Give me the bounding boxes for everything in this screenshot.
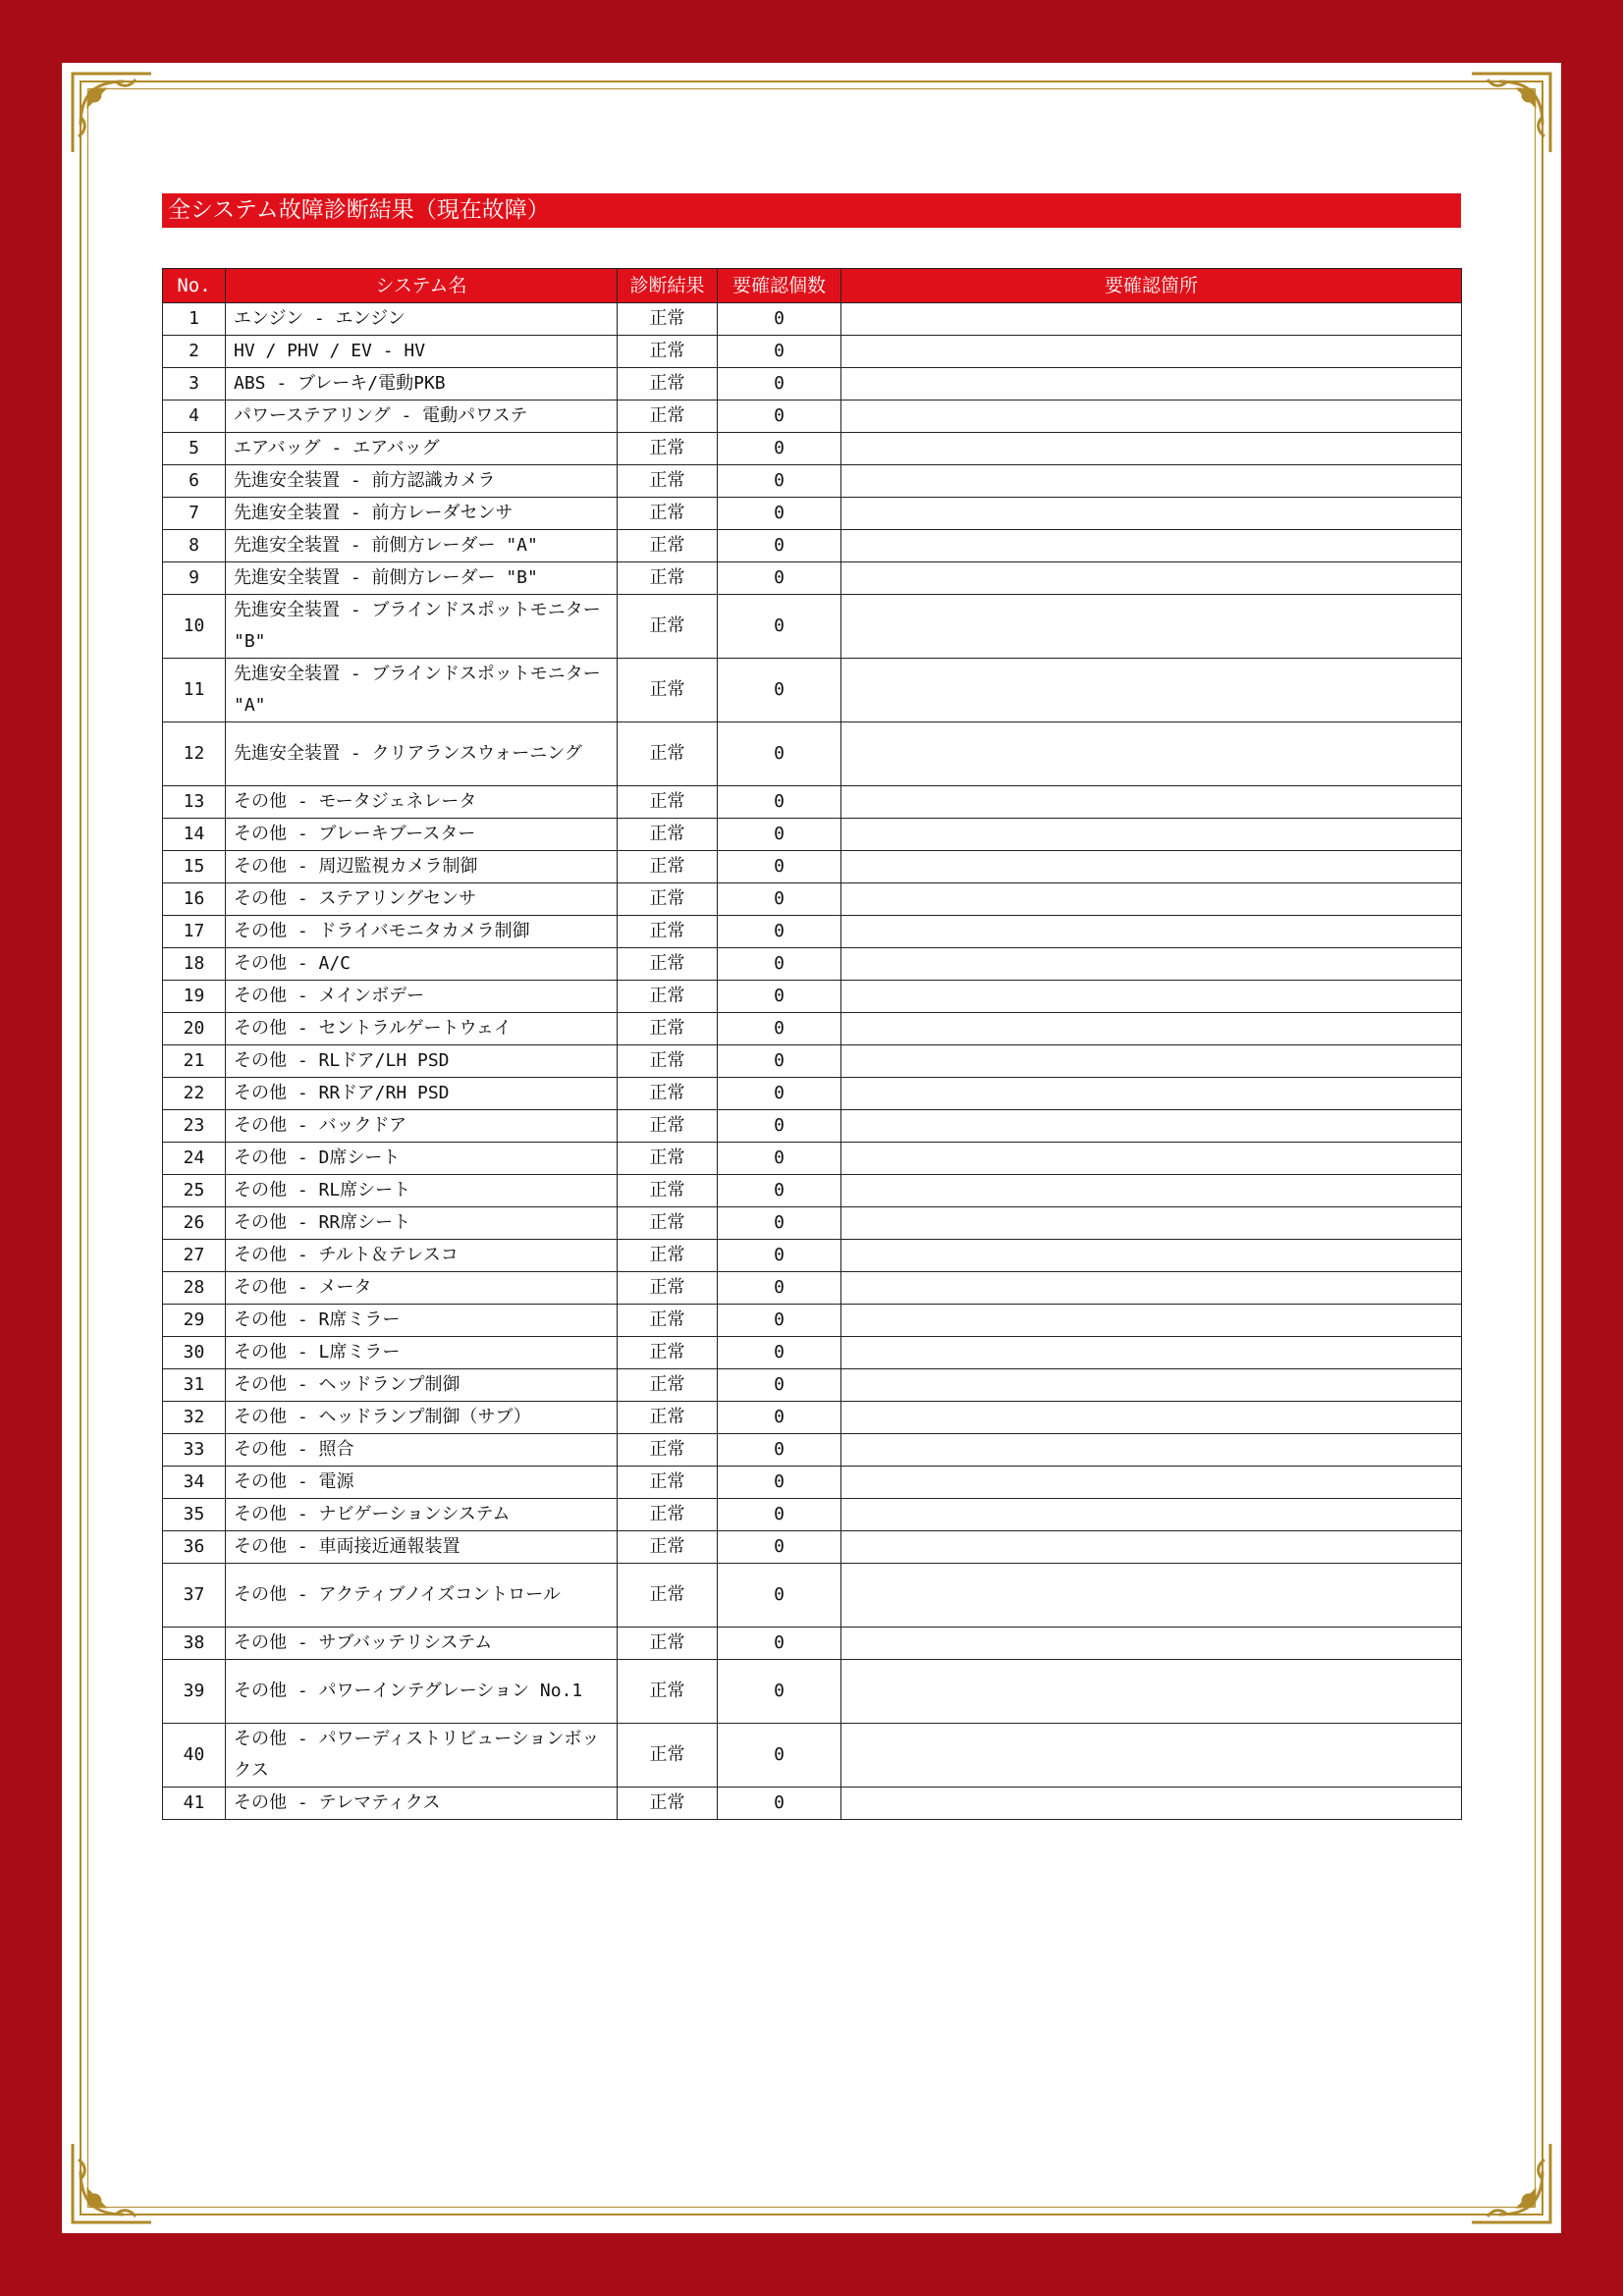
row-number: 34	[163, 1467, 226, 1499]
corner-ornament-icon	[65, 2136, 159, 2230]
system-name: その他 - ナビゲーションシステム	[226, 1499, 618, 1531]
row-number: 13	[163, 786, 226, 819]
row-number: 5	[163, 433, 226, 465]
row-number: 35	[163, 1499, 226, 1531]
check-count: 0	[718, 948, 841, 981]
check-location	[841, 1013, 1462, 1045]
diagnosis-result: 正常	[618, 562, 718, 595]
table-row	[163, 400, 1462, 433]
table-row	[163, 530, 1462, 562]
check-location	[841, 595, 1462, 659]
system-name: その他 - ステアリングセンサ	[226, 883, 618, 916]
diagnosis-result: 正常	[618, 1564, 718, 1628]
table-row	[163, 336, 1462, 368]
diagnosis-result: 正常	[618, 368, 718, 400]
check-count: 0	[718, 595, 841, 659]
row-number: 22	[163, 1078, 226, 1110]
diagnosis-result: 正常	[618, 1175, 718, 1207]
row-number: 38	[163, 1628, 226, 1660]
check-location	[841, 530, 1462, 562]
row-number: 31	[163, 1369, 226, 1402]
corner-ornament-icon	[1464, 2136, 1558, 2230]
check-count: 0	[718, 1628, 841, 1660]
system-name: 先進安全装置 - ブラインドスポットモニター "B"	[226, 595, 618, 659]
check-location	[841, 1369, 1462, 1402]
diagnosis-result: 正常	[618, 948, 718, 981]
row-number: 19	[163, 981, 226, 1013]
row-number: 39	[163, 1660, 226, 1724]
table-row	[163, 1564, 1462, 1628]
system-name: その他 - 周辺監視カメラ制御	[226, 851, 618, 883]
system-name: 先進安全装置 - ブラインドスポットモニター "A"	[226, 659, 618, 722]
row-number: 32	[163, 1402, 226, 1434]
table-row	[163, 1207, 1462, 1240]
diagnosis-result: 正常	[618, 303, 718, 336]
system-name: その他 - 電源	[226, 1467, 618, 1499]
diagnosis-table	[162, 268, 1462, 1820]
check-count: 0	[718, 1207, 841, 1240]
row-number: 11	[163, 659, 226, 722]
diagnosis-result: 正常	[618, 1499, 718, 1531]
check-count: 0	[718, 916, 841, 948]
row-number: 20	[163, 1013, 226, 1045]
row-number: 23	[163, 1110, 226, 1143]
check-location	[841, 1402, 1462, 1434]
check-count: 0	[718, 1369, 841, 1402]
system-name: エアバッグ - エアバッグ	[226, 433, 618, 465]
diagnosis-result: 正常	[618, 1045, 718, 1078]
check-count: 0	[718, 1564, 841, 1628]
check-location	[841, 1724, 1462, 1788]
check-count: 0	[718, 819, 841, 851]
table-row	[163, 1467, 1462, 1499]
check-location	[841, 851, 1462, 883]
system-name: 先進安全装置 - 前側方レーダー "A"	[226, 530, 618, 562]
check-count: 0	[718, 400, 841, 433]
system-name: エンジン - エンジン	[226, 303, 618, 336]
check-location	[841, 498, 1462, 530]
diagnosis-result: 正常	[618, 1402, 718, 1434]
diagnosis-result: 正常	[618, 1305, 718, 1337]
diagnosis-result: 正常	[618, 786, 718, 819]
table-row	[163, 916, 1462, 948]
check-location	[841, 1628, 1462, 1660]
table-row	[163, 659, 1462, 722]
table-body	[163, 303, 1462, 1820]
check-count: 0	[718, 1499, 841, 1531]
check-count: 0	[718, 1272, 841, 1305]
table-row	[163, 1499, 1462, 1531]
check-count: 0	[718, 1788, 841, 1820]
row-number: 27	[163, 1240, 226, 1272]
row-number: 30	[163, 1337, 226, 1369]
diagnosis-result: 正常	[618, 819, 718, 851]
check-count: 0	[718, 1724, 841, 1788]
check-count: 0	[718, 433, 841, 465]
table-row	[163, 883, 1462, 916]
diagnosis-result: 正常	[618, 916, 718, 948]
table-header-row	[163, 269, 1462, 303]
row-number: 24	[163, 1143, 226, 1175]
check-location	[841, 916, 1462, 948]
check-count: 0	[718, 1467, 841, 1499]
diagnosis-result: 正常	[618, 498, 718, 530]
table-row	[163, 1078, 1462, 1110]
column-header-system: システム名	[226, 269, 618, 303]
row-number: 14	[163, 819, 226, 851]
check-count: 0	[718, 1078, 841, 1110]
system-name: 先進安全装置 - クリアランスウォーニング	[226, 722, 618, 786]
table-row	[163, 1305, 1462, 1337]
row-number: 25	[163, 1175, 226, 1207]
corner-ornament-icon	[65, 66, 159, 160]
system-name: その他 - D席シート	[226, 1143, 618, 1175]
system-name: その他 - テレマティクス	[226, 1788, 618, 1820]
diagnosis-result: 正常	[618, 1531, 718, 1564]
row-number: 37	[163, 1564, 226, 1628]
diagnosis-result: 正常	[618, 1628, 718, 1660]
row-number: 3	[163, 368, 226, 400]
system-name: その他 - チルト＆テレスコ	[226, 1240, 618, 1272]
table-row	[163, 1434, 1462, 1467]
table-row	[163, 465, 1462, 498]
column-header-result: 診断結果	[618, 269, 718, 303]
system-name: その他 - サブバッテリシステム	[226, 1628, 618, 1660]
table-row	[163, 1175, 1462, 1207]
system-name: その他 - A/C	[226, 948, 618, 981]
system-name: その他 - モータジェネレータ	[226, 786, 618, 819]
system-name: その他 - L席ミラー	[226, 1337, 618, 1369]
row-number: 1	[163, 303, 226, 336]
check-count: 0	[718, 722, 841, 786]
system-name: その他 - RR席シート	[226, 1207, 618, 1240]
diagnosis-result: 正常	[618, 1013, 718, 1045]
check-count: 0	[718, 1337, 841, 1369]
table-row	[163, 595, 1462, 659]
diagnosis-result: 正常	[618, 1660, 718, 1724]
system-name: その他 - ヘッドランプ制御（サブ）	[226, 1402, 618, 1434]
system-name: その他 - R席ミラー	[226, 1305, 618, 1337]
diagnosis-result: 正常	[618, 1143, 718, 1175]
check-location	[841, 1240, 1462, 1272]
check-location	[841, 1045, 1462, 1078]
system-name: その他 - 照合	[226, 1434, 618, 1467]
diagnosis-result: 正常	[618, 1240, 718, 1272]
row-number: 28	[163, 1272, 226, 1305]
table-row	[163, 819, 1462, 851]
system-name: その他 - RLドア/LH PSD	[226, 1045, 618, 1078]
system-name: その他 - パワーディストリビューションボックス	[226, 1724, 618, 1788]
system-name: その他 - アクティブノイズコントロール	[226, 1564, 618, 1628]
row-number: 9	[163, 562, 226, 595]
diagnosis-result: 正常	[618, 851, 718, 883]
row-number: 10	[163, 595, 226, 659]
check-count: 0	[718, 1305, 841, 1337]
check-count: 0	[718, 1143, 841, 1175]
table-row	[163, 948, 1462, 981]
check-location	[841, 336, 1462, 368]
table-row	[163, 303, 1462, 336]
check-location	[841, 786, 1462, 819]
table-row	[163, 433, 1462, 465]
check-count: 0	[718, 1175, 841, 1207]
check-count: 0	[718, 1531, 841, 1564]
system-name: 先進安全装置 - 前側方レーダー "B"	[226, 562, 618, 595]
table-row	[163, 1660, 1462, 1724]
diagnosis-result: 正常	[618, 1467, 718, 1499]
diagnosis-result: 正常	[618, 336, 718, 368]
diagnosis-result: 正常	[618, 659, 718, 722]
system-name: パワーステアリング - 電動パワステ	[226, 400, 618, 433]
table-row	[163, 1240, 1462, 1272]
system-name: その他 - ドライバモニタカメラ制御	[226, 916, 618, 948]
system-name: その他 - RL席シート	[226, 1175, 618, 1207]
check-location	[841, 1499, 1462, 1531]
check-count: 0	[718, 1110, 841, 1143]
diagnosis-result: 正常	[618, 722, 718, 786]
row-number: 18	[163, 948, 226, 981]
system-name: その他 - ブレーキブースター	[226, 819, 618, 851]
report-title: 全システム故障診断結果（現在故障）	[162, 193, 1461, 228]
check-location	[841, 1175, 1462, 1207]
check-location	[841, 722, 1462, 786]
row-number: 40	[163, 1724, 226, 1788]
check-location	[841, 1143, 1462, 1175]
table-row	[163, 562, 1462, 595]
diagnosis-result: 正常	[618, 530, 718, 562]
diagnosis-result: 正常	[618, 595, 718, 659]
row-number: 29	[163, 1305, 226, 1337]
check-location	[841, 368, 1462, 400]
check-count: 0	[718, 1434, 841, 1467]
table-row	[163, 1013, 1462, 1045]
diagnosis-result: 正常	[618, 1724, 718, 1788]
row-number: 36	[163, 1531, 226, 1564]
row-number: 41	[163, 1788, 226, 1820]
table-row	[163, 1628, 1462, 1660]
system-name: その他 - メインボデー	[226, 981, 618, 1013]
column-header-no: No.	[163, 269, 226, 303]
diagnosis-result: 正常	[618, 883, 718, 916]
check-count: 0	[718, 530, 841, 562]
table-row	[163, 1788, 1462, 1820]
table-row	[163, 368, 1462, 400]
table-row	[163, 1110, 1462, 1143]
system-name: その他 - メータ	[226, 1272, 618, 1305]
table-row	[163, 1143, 1462, 1175]
system-name: その他 - RRドア/RH PSD	[226, 1078, 618, 1110]
check-location	[841, 1788, 1462, 1820]
table-row	[163, 981, 1462, 1013]
diagnosis-result: 正常	[618, 981, 718, 1013]
check-count: 0	[718, 1045, 841, 1078]
check-count: 0	[718, 303, 841, 336]
row-number: 33	[163, 1434, 226, 1467]
table-row	[163, 1045, 1462, 1078]
system-name: HV / PHV / EV - HV	[226, 336, 618, 368]
check-count: 0	[718, 659, 841, 722]
check-location	[841, 1337, 1462, 1369]
check-count: 0	[718, 1402, 841, 1434]
row-number: 17	[163, 916, 226, 948]
row-number: 7	[163, 498, 226, 530]
table-row	[163, 498, 1462, 530]
row-number: 15	[163, 851, 226, 883]
row-number: 21	[163, 1045, 226, 1078]
check-count: 0	[718, 498, 841, 530]
check-location	[841, 562, 1462, 595]
check-location	[841, 981, 1462, 1013]
system-name: その他 - パワーインテグレーション No.1	[226, 1660, 618, 1724]
check-count: 0	[718, 786, 841, 819]
row-number: 12	[163, 722, 226, 786]
check-count: 0	[718, 1013, 841, 1045]
table-row	[163, 1724, 1462, 1788]
column-header-location: 要確認箇所	[841, 269, 1462, 303]
diagnosis-result: 正常	[618, 1272, 718, 1305]
check-location	[841, 433, 1462, 465]
check-count: 0	[718, 465, 841, 498]
check-location	[841, 1467, 1462, 1499]
system-name: その他 - セントラルゲートウェイ	[226, 1013, 618, 1045]
check-location	[841, 819, 1462, 851]
check-count: 0	[718, 562, 841, 595]
diagnosis-result: 正常	[618, 1110, 718, 1143]
corner-ornament-icon	[1464, 66, 1558, 160]
table-row	[163, 1369, 1462, 1402]
diagnosis-result: 正常	[618, 1207, 718, 1240]
check-location	[841, 1272, 1462, 1305]
check-count: 0	[718, 1240, 841, 1272]
diagnosis-result: 正常	[618, 465, 718, 498]
check-location	[841, 1564, 1462, 1628]
check-count: 0	[718, 1660, 841, 1724]
check-count: 0	[718, 851, 841, 883]
system-name: ABS - ブレーキ/電動PKB	[226, 368, 618, 400]
row-number: 2	[163, 336, 226, 368]
check-location	[841, 1660, 1462, 1724]
check-location	[841, 465, 1462, 498]
check-location	[841, 1531, 1462, 1564]
system-name: 先進安全装置 - 前方レーダセンサ	[226, 498, 618, 530]
check-location	[841, 1110, 1462, 1143]
table-row	[163, 1272, 1462, 1305]
check-count: 0	[718, 883, 841, 916]
row-number: 26	[163, 1207, 226, 1240]
diagnosis-result: 正常	[618, 1337, 718, 1369]
system-name: その他 - ヘッドランプ制御	[226, 1369, 618, 1402]
check-location	[841, 883, 1462, 916]
check-location	[841, 400, 1462, 433]
row-number: 6	[163, 465, 226, 498]
column-header-count: 要確認個数	[718, 269, 841, 303]
diagnosis-result: 正常	[618, 1788, 718, 1820]
table-row	[163, 1402, 1462, 1434]
row-number: 8	[163, 530, 226, 562]
system-name: その他 - バックドア	[226, 1110, 618, 1143]
table-row	[163, 786, 1462, 819]
table-row	[163, 851, 1462, 883]
diagnosis-result: 正常	[618, 433, 718, 465]
check-location	[841, 1434, 1462, 1467]
row-number: 16	[163, 883, 226, 916]
diagnosis-result: 正常	[618, 1369, 718, 1402]
check-count: 0	[718, 981, 841, 1013]
diagnosis-result: 正常	[618, 400, 718, 433]
table-row	[163, 1337, 1462, 1369]
diagnosis-result: 正常	[618, 1434, 718, 1467]
check-location	[841, 948, 1462, 981]
system-name: その他 - 車両接近通報装置	[226, 1531, 618, 1564]
diagnosis-result: 正常	[618, 1078, 718, 1110]
check-location	[841, 1207, 1462, 1240]
table-row	[163, 722, 1462, 786]
row-number: 4	[163, 400, 226, 433]
system-name: 先進安全装置 - 前方認識カメラ	[226, 465, 618, 498]
check-location	[841, 1078, 1462, 1110]
check-location	[841, 659, 1462, 722]
check-location	[841, 303, 1462, 336]
check-location	[841, 1305, 1462, 1337]
check-count: 0	[718, 336, 841, 368]
table-row	[163, 1531, 1462, 1564]
check-count: 0	[718, 368, 841, 400]
